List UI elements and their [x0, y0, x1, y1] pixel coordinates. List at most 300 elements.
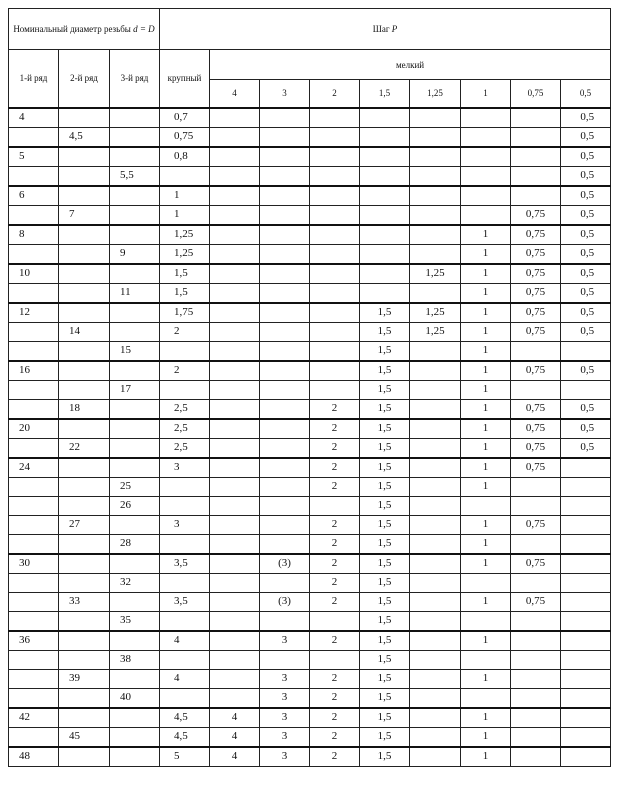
table-cell: [210, 534, 260, 554]
table-cell: [360, 147, 410, 167]
table-cell: [9, 322, 59, 341]
table-cell: 11: [110, 283, 160, 303]
table-cell: [210, 611, 260, 631]
table-cell: [110, 515, 160, 534]
table-cell: 1: [461, 438, 511, 458]
table-cell: 3,5: [160, 592, 210, 611]
table-cell: [9, 592, 59, 611]
table-cell: [410, 534, 461, 554]
table-cell: [210, 592, 260, 611]
table-cell: [110, 127, 160, 147]
table-cell: [410, 166, 461, 186]
table-cell: [461, 205, 511, 225]
table-cell: [310, 283, 360, 303]
table-cell: 0,5: [561, 419, 611, 439]
table-cell: 0,5: [561, 438, 611, 458]
table-cell: [210, 244, 260, 264]
table-cell: [110, 399, 160, 419]
table-cell: 1,5: [360, 747, 410, 767]
table-cell: [410, 341, 461, 361]
table-row: [9, 205, 611, 225]
table-cell: [110, 225, 160, 245]
table-cell: 4: [9, 108, 59, 128]
table-cell: [561, 650, 611, 669]
table-cell: [511, 147, 561, 167]
table-cell: [561, 631, 611, 651]
table-cell: [59, 496, 110, 515]
table-cell: [310, 611, 360, 631]
table-cell: 25: [110, 477, 160, 496]
table-row: [9, 708, 611, 728]
table-cell: [260, 225, 310, 245]
table-cell: [260, 166, 310, 186]
table-cell: [110, 303, 160, 323]
fine-col-header: 2: [310, 80, 360, 108]
table-cell: [260, 186, 310, 206]
table-cell: [410, 458, 461, 478]
table-body: [9, 108, 611, 767]
table-cell: [360, 108, 410, 128]
table-cell: 3: [260, 631, 310, 651]
table-cell: 0,75: [511, 303, 561, 323]
table-cell: 1: [160, 205, 210, 225]
table-cell: [461, 147, 511, 167]
table-cell: 1,25: [410, 322, 461, 341]
table-cell: [110, 322, 160, 341]
table-cell: [561, 573, 611, 592]
table-cell: [160, 573, 210, 592]
table-cell: [511, 380, 561, 399]
table-cell: 0,5: [561, 186, 611, 206]
table-cell: 1: [160, 186, 210, 206]
table-cell: 2: [310, 534, 360, 554]
table-cell: [210, 283, 260, 303]
table-cell: 1,5: [360, 611, 410, 631]
table-cell: 5,5: [110, 166, 160, 186]
table-cell: [511, 688, 561, 708]
table-cell: [310, 244, 360, 264]
table-cell: [561, 708, 611, 728]
table-cell: [410, 244, 461, 264]
table-cell: 1,5: [360, 688, 410, 708]
table-cell: [110, 554, 160, 574]
table-row: [9, 534, 611, 554]
table-cell: [210, 631, 260, 651]
table-cell: [461, 573, 511, 592]
table-cell: [9, 650, 59, 669]
table-cell: [461, 186, 511, 206]
table-cell: [110, 438, 160, 458]
table-row: [9, 688, 611, 708]
table-cell: 7: [59, 205, 110, 225]
table-cell: [9, 669, 59, 688]
table-cell: [110, 419, 160, 439]
table-cell: 1,5: [360, 496, 410, 515]
table-cell: 27: [59, 515, 110, 534]
table-row: [9, 147, 611, 167]
table-cell: 18: [59, 399, 110, 419]
table-cell: [511, 573, 561, 592]
table-cell: 2: [310, 727, 360, 747]
table-cell: 0,75: [511, 322, 561, 341]
table-cell: [59, 611, 110, 631]
table-cell: [410, 592, 461, 611]
table-cell: 0,5: [561, 303, 611, 323]
table-row: [9, 631, 611, 651]
table-cell: [9, 399, 59, 419]
table-cell: [561, 554, 611, 574]
table-cell: 2: [310, 438, 360, 458]
table-cell: [210, 186, 260, 206]
table-cell: [110, 631, 160, 651]
table-cell: 1: [461, 264, 511, 284]
table-cell: [410, 727, 461, 747]
table-cell: 4,5: [160, 727, 210, 747]
table-cell: 0,75: [511, 264, 561, 284]
table-cell: [511, 186, 561, 206]
table-cell: 1: [461, 244, 511, 264]
table-cell: [461, 166, 511, 186]
fine-col-header: 4: [210, 80, 260, 108]
table-cell: [260, 458, 310, 478]
table-cell: 1: [461, 225, 511, 245]
table-cell: [210, 380, 260, 399]
table-row: [9, 361, 611, 381]
table-row: [9, 554, 611, 574]
table-cell: [310, 341, 360, 361]
table-cell: [561, 611, 611, 631]
table-cell: 3: [260, 688, 310, 708]
table-cell: 16: [9, 361, 59, 381]
nominal-diameter-label: Номинальный диаметр резьбы: [13, 24, 131, 34]
table-row: [9, 438, 611, 458]
table-cell: [59, 264, 110, 284]
table-cell: 2,5: [160, 419, 210, 439]
table-cell: [360, 205, 410, 225]
table-cell: 0,75: [511, 438, 561, 458]
table-row: [9, 186, 611, 206]
pitch-header: [160, 9, 611, 50]
table-cell: 14: [59, 322, 110, 341]
table-cell: [210, 669, 260, 688]
table-cell: [59, 708, 110, 728]
table-cell: [511, 341, 561, 361]
table-cell: 2: [310, 747, 360, 767]
table-cell: [360, 283, 410, 303]
table-cell: [9, 127, 59, 147]
table-cell: [360, 127, 410, 147]
table-cell: [9, 573, 59, 592]
table-cell: 0,75: [511, 419, 561, 439]
table-cell: [260, 573, 310, 592]
table-cell: [310, 322, 360, 341]
table-cell: [260, 127, 310, 147]
table-cell: [310, 264, 360, 284]
table-cell: [410, 108, 461, 128]
table-cell: [59, 458, 110, 478]
table-cell: 1,25: [160, 225, 210, 245]
table-cell: [59, 534, 110, 554]
table-cell: [511, 650, 561, 669]
table-cell: 1: [461, 361, 511, 381]
table-cell: [260, 205, 310, 225]
table-cell: 0,5: [561, 166, 611, 186]
table-cell: [59, 147, 110, 167]
fine-pitch-header: мелкий: [210, 50, 611, 80]
table-cell: 3: [260, 708, 310, 728]
table-cell: [561, 688, 611, 708]
table-cell: [210, 341, 260, 361]
table-cell: 0,5: [561, 108, 611, 128]
table-cell: [511, 611, 561, 631]
table-cell: [310, 303, 360, 323]
table-cell: 1: [461, 534, 511, 554]
table-cell: 0,5: [561, 244, 611, 264]
table-cell: [9, 688, 59, 708]
table-cell: [260, 264, 310, 284]
table-cell: 1: [461, 747, 511, 767]
table-cell: [110, 708, 160, 728]
table-cell: [511, 631, 561, 651]
table-cell: 1,5: [360, 573, 410, 592]
table-cell: 2,5: [160, 399, 210, 419]
fine-col-header: 0,75: [511, 80, 561, 108]
table-cell: 4: [210, 747, 260, 767]
table-cell: 1,25: [410, 303, 461, 323]
table-cell: [410, 205, 461, 225]
table-cell: 0,75: [511, 205, 561, 225]
table-cell: 1,5: [360, 322, 410, 341]
table-cell: [110, 264, 160, 284]
table-row: [9, 477, 611, 496]
table-cell: 4,5: [59, 127, 110, 147]
table-cell: [561, 341, 611, 361]
table-cell: [210, 477, 260, 496]
table-cell: [260, 496, 310, 515]
table-cell: [110, 108, 160, 128]
table-cell: 2: [310, 708, 360, 728]
table-cell: [461, 650, 511, 669]
table-cell: [9, 283, 59, 303]
table-cell: 3: [260, 747, 310, 767]
table-cell: 1,5: [360, 515, 410, 534]
table-cell: [410, 186, 461, 206]
table-cell: [9, 477, 59, 496]
table-cell: 0,75: [160, 127, 210, 147]
table-cell: [9, 380, 59, 399]
table-cell: [260, 361, 310, 381]
table-cell: [310, 361, 360, 381]
table-cell: 2: [160, 361, 210, 381]
table-cell: [59, 747, 110, 767]
table-cell: [210, 127, 260, 147]
table-cell: [461, 496, 511, 515]
table-cell: 1: [461, 669, 511, 688]
nominal-diameter-header: [9, 9, 160, 50]
table-cell: 0,5: [561, 205, 611, 225]
table-row: [9, 496, 611, 515]
table-cell: [511, 727, 561, 747]
table-cell: 0,5: [561, 264, 611, 284]
table-cell: [9, 166, 59, 186]
table-cell: [210, 322, 260, 341]
table-cell: [410, 515, 461, 534]
table-cell: 1: [461, 727, 511, 747]
table-cell: [461, 611, 511, 631]
table-cell: [210, 573, 260, 592]
table-cell: [9, 244, 59, 264]
table-cell: [110, 361, 160, 381]
table-cell: [59, 573, 110, 592]
fine-col-header: 1,5: [360, 80, 410, 108]
table-cell: [561, 669, 611, 688]
table-row: [9, 322, 611, 341]
table-cell: 1: [461, 631, 511, 651]
table-row: [9, 399, 611, 419]
table-cell: 40: [110, 688, 160, 708]
table-cell: [9, 205, 59, 225]
table-cell: [410, 438, 461, 458]
table-cell: 5: [160, 747, 210, 767]
table-cell: 4,5: [160, 708, 210, 728]
table-cell: 26: [110, 496, 160, 515]
thread-pitch-table: [8, 8, 611, 767]
table-cell: 0,75: [511, 554, 561, 574]
table-cell: 1: [461, 322, 511, 341]
table-cell: [410, 611, 461, 631]
table-cell: 33: [59, 592, 110, 611]
table-cell: [59, 225, 110, 245]
table-cell: [9, 341, 59, 361]
table-cell: [561, 727, 611, 747]
table-cell: [210, 399, 260, 419]
pitch-label: Шаг: [372, 24, 390, 34]
table-cell: [210, 166, 260, 186]
table-cell: [59, 477, 110, 496]
table-cell: 2: [310, 399, 360, 419]
nominal-diameter-formula: d = D: [133, 24, 155, 34]
table-cell: [410, 225, 461, 245]
table-cell: 3: [160, 515, 210, 534]
table-cell: 0,5: [561, 225, 611, 245]
table-cell: [410, 380, 461, 399]
table-cell: 1,5: [360, 477, 410, 496]
table-cell: [461, 108, 511, 128]
table-cell: 22: [59, 438, 110, 458]
table-cell: [160, 477, 210, 496]
table-cell: [110, 186, 160, 206]
table-row: [9, 611, 611, 631]
table-cell: [561, 747, 611, 767]
table-cell: [511, 747, 561, 767]
table-cell: [59, 361, 110, 381]
table-cell: [59, 554, 110, 574]
table-cell: 1: [461, 303, 511, 323]
table-cell: 1: [461, 515, 511, 534]
table-cell: [210, 496, 260, 515]
table-row: [9, 515, 611, 534]
table-cell: 1,5: [360, 631, 410, 651]
table-cell: 1,5: [160, 264, 210, 284]
table-cell: 2: [310, 573, 360, 592]
table-cell: [160, 166, 210, 186]
table-row: [9, 244, 611, 264]
table-cell: [410, 361, 461, 381]
table-cell: [260, 534, 310, 554]
table-cell: 1: [461, 477, 511, 496]
table-cell: [59, 244, 110, 264]
table-cell: 0,5: [561, 147, 611, 167]
table-cell: 8: [9, 225, 59, 245]
table-cell: [410, 477, 461, 496]
table-cell: [210, 303, 260, 323]
table-cell: 3,5: [160, 554, 210, 574]
table-row: [9, 669, 611, 688]
table-cell: 4: [210, 727, 260, 747]
table-cell: [310, 166, 360, 186]
table-cell: 1,5: [360, 458, 410, 478]
table-cell: 1,5: [360, 361, 410, 381]
table-cell: [410, 708, 461, 728]
table-cell: (3): [260, 554, 310, 574]
table-row: [9, 747, 611, 767]
table-row: [9, 264, 611, 284]
table-cell: [160, 496, 210, 515]
table-cell: [260, 108, 310, 128]
table-cell: [561, 477, 611, 496]
table-cell: 1,5: [360, 650, 410, 669]
row2-header: 2-й ряд: [59, 50, 110, 108]
table-cell: [260, 244, 310, 264]
table-cell: [561, 458, 611, 478]
table-cell: [210, 108, 260, 128]
table-cell: 38: [110, 650, 160, 669]
table-cell: 3: [160, 458, 210, 478]
table-cell: 4: [210, 708, 260, 728]
table-cell: 0,7: [160, 108, 210, 128]
table-cell: 0,5: [561, 399, 611, 419]
table-cell: [260, 147, 310, 167]
table-cell: [511, 669, 561, 688]
table-cell: [210, 650, 260, 669]
table-cell: [210, 554, 260, 574]
table-cell: 1: [461, 419, 511, 439]
table-cell: 9: [110, 244, 160, 264]
table-cell: [410, 127, 461, 147]
table-cell: [511, 708, 561, 728]
table-cell: 3: [260, 727, 310, 747]
table-cell: [410, 283, 461, 303]
table-cell: 17: [110, 380, 160, 399]
table-cell: [59, 186, 110, 206]
table-cell: 1,5: [360, 592, 410, 611]
table-cell: [260, 419, 310, 439]
table-cell: [561, 496, 611, 515]
thread-pitch-table-container: [8, 8, 610, 767]
table-cell: [310, 205, 360, 225]
fine-col-header: 1: [461, 80, 511, 108]
table-cell: [260, 322, 310, 341]
table-cell: 15: [110, 341, 160, 361]
table-cell: 2: [310, 688, 360, 708]
table-cell: 1: [461, 399, 511, 419]
table-cell: [461, 127, 511, 147]
table-cell: 1,5: [360, 438, 410, 458]
table-cell: 1,5: [160, 283, 210, 303]
table-cell: 32: [110, 573, 160, 592]
table-row: [9, 592, 611, 611]
table-cell: 1,5: [360, 708, 410, 728]
